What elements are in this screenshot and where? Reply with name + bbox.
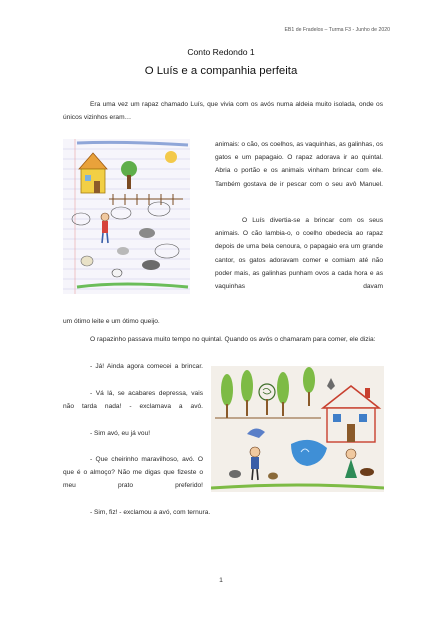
paragraph-time: O rapazinho passava muito tempo no quintal. Quando os avós o chamaram para comer, ele dizia: xyxy=(90,336,376,343)
dialogue-line: - Sim, fiz! - exclamou a avó, com ternura. xyxy=(90,509,211,516)
paragraph-play: O Luís divertia-se a brincar com os seus animais. O cão lambia-o, o coelho obedecia ao rapaz depois de uma bela cenoura, o papagaio era um grande cantor, os gatos adoravam comer e comiam até não poder mais, as galinhas punham ovos a cada hora e as vaquinhas davam xyxy=(215,217,383,291)
child-drawing-garden-scene xyxy=(211,366,384,492)
paragraph-play-end: um ótimo leite e um ótimo queijo. xyxy=(63,318,160,325)
story-subtitle: Conto Redondo 1 xyxy=(187,47,255,57)
header-note: EB1 de Fradelos – Turma F3 - Junho de 2020 xyxy=(284,27,390,33)
paragraph-intro: Era uma vez um rapaz chamado Luís, que vivia com os avós numa aldeia muito isolada, onde os únicos vizinhos eram… xyxy=(63,101,383,122)
dialogue-line: - Sim avó, eu já vou! xyxy=(90,430,151,437)
paragraph-animals: animais: o cão, os coelhos, as vaquinhas, as galinhas, os gatos e um papagaio. O rapaz adorava ir ao quintal. Abria o portão e os animais vinham brincar com ele. Também gostava de ir pescar com o seu avô Manuel. xyxy=(215,141,383,188)
dialogue-line: - Que cheirinho maravilhoso, avó. O que é o almoço? Não me digas que fizeste o meu prato preferido! xyxy=(63,456,203,490)
page-number: 1 xyxy=(219,577,223,584)
child-drawing-house-animals xyxy=(63,139,190,294)
dialogue-line: - Vá lá, se acabares depressa, vais não tarda nada! - exclamava a avó. xyxy=(63,390,203,411)
dialogue-line: - Já! Ainda agora comecei a brincar. xyxy=(90,363,203,370)
story-title: O Luís e a companhia perfeita xyxy=(144,65,298,77)
